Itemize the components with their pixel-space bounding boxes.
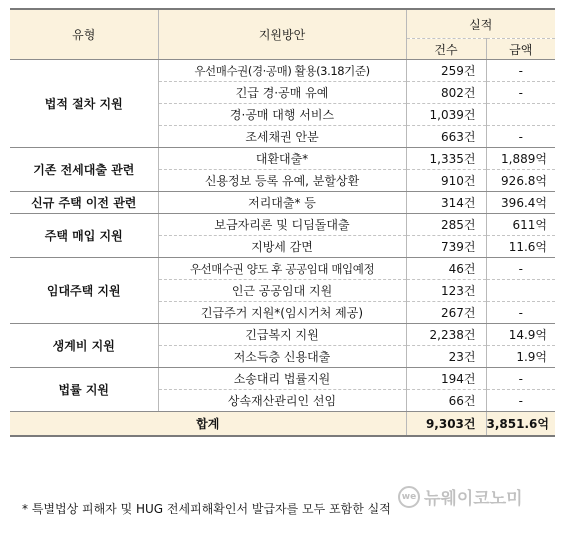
category-cell: 생계비 지원 bbox=[10, 324, 158, 368]
table-row bbox=[10, 368, 555, 390]
plan-cell: 긴급복지 지원 bbox=[158, 324, 406, 346]
amount-cell: - bbox=[486, 258, 555, 280]
amount-cell: - bbox=[486, 82, 555, 104]
plan-cell: 우선매수권(경·공매) 활용(3.18기준) bbox=[158, 60, 406, 82]
category-cell: 임대주택 지원 bbox=[10, 258, 158, 324]
plan-cell: 대환대출* bbox=[158, 148, 406, 170]
total-label: 합계 bbox=[10, 412, 406, 437]
plan-cell: 인근 공공임대 지원 bbox=[158, 280, 406, 302]
plan-cell: 저리대출* 등 bbox=[158, 192, 406, 214]
plan-cell: 저소득층 신용대출 bbox=[158, 346, 406, 368]
watermark-text: 뉴웨이코노미 bbox=[424, 489, 523, 509]
amount-cell: 611억 bbox=[486, 214, 555, 236]
table-row bbox=[10, 192, 555, 214]
amount-cell: - bbox=[486, 390, 555, 412]
count-cell: 2,238건 bbox=[406, 324, 486, 346]
header-plan: 지원방안 bbox=[158, 9, 406, 60]
count-cell: 910건 bbox=[406, 170, 486, 192]
amount-cell: - bbox=[486, 302, 555, 324]
amount-cell: - bbox=[486, 368, 555, 390]
count-cell: 259건 bbox=[406, 60, 486, 82]
plan-cell: 우선매수권 양도 후 공공임대 매입예정 bbox=[158, 258, 406, 280]
count-cell: 802건 bbox=[406, 82, 486, 104]
total-row bbox=[10, 412, 555, 437]
plan-cell: 지방세 감면 bbox=[158, 236, 406, 258]
plan-cell: 신용정보 등록 유예, 분할상환 bbox=[158, 170, 406, 192]
total-count: 9,303건 bbox=[406, 412, 486, 437]
header-results: 실적 bbox=[406, 9, 555, 39]
header-category: 유형 bbox=[10, 9, 158, 60]
support-results-table bbox=[10, 8, 555, 437]
plan-cell: 긴급 경·공매 유예 bbox=[158, 82, 406, 104]
table-row bbox=[10, 148, 555, 170]
table-row bbox=[10, 258, 555, 280]
count-cell: 194건 bbox=[406, 368, 486, 390]
amount-cell: - bbox=[486, 60, 555, 82]
watermark-logo bbox=[398, 484, 523, 509]
header-amount: 금액 bbox=[486, 39, 555, 60]
plan-cell: 상속재산관리인 선임 bbox=[158, 390, 406, 412]
table-row bbox=[10, 214, 555, 236]
count-cell: 739건 bbox=[406, 236, 486, 258]
footnote: * 특별법상 피해자 및 HUG 전세피해확인서 발급자를 모두 포함한 실적 bbox=[22, 502, 391, 516]
amount-cell: 1.9억 bbox=[486, 346, 555, 368]
amount-cell: 14.9억 bbox=[486, 324, 555, 346]
header-count: 건수 bbox=[406, 39, 486, 60]
count-cell: 314건 bbox=[406, 192, 486, 214]
amount-cell: - bbox=[486, 126, 555, 148]
category-cell: 주택 매입 지원 bbox=[10, 214, 158, 258]
plan-cell: 경·공매 대행 서비스 bbox=[158, 104, 406, 126]
category-cell: 기존 전세대출 관련 bbox=[10, 148, 158, 192]
amount-cell bbox=[486, 104, 555, 126]
count-cell: 1,335건 bbox=[406, 148, 486, 170]
total-amount: 3,851.6억 bbox=[486, 412, 555, 437]
amount-cell: 396.4억 bbox=[486, 192, 555, 214]
amount-cell bbox=[486, 280, 555, 302]
count-cell: 267건 bbox=[406, 302, 486, 324]
count-cell: 123건 bbox=[406, 280, 486, 302]
table-row bbox=[10, 324, 555, 346]
count-cell: 23건 bbox=[406, 346, 486, 368]
amount-cell: 1,889억 bbox=[486, 148, 555, 170]
plan-cell: 보금자리론 및 디딤돌대출 bbox=[158, 214, 406, 236]
plan-cell: 긴급주거 지원*(임시거처 제공) bbox=[158, 302, 406, 324]
count-cell: 285건 bbox=[406, 214, 486, 236]
amount-cell: 926.8억 bbox=[486, 170, 555, 192]
plan-cell: 소송대리 법률지원 bbox=[158, 368, 406, 390]
category-cell: 신규 주택 이전 관련 bbox=[10, 192, 158, 214]
count-cell: 663건 bbox=[406, 126, 486, 148]
count-cell: 1,039건 bbox=[406, 104, 486, 126]
table-row bbox=[10, 60, 555, 82]
count-cell: 66건 bbox=[406, 390, 486, 412]
category-cell: 법적 절차 지원 bbox=[10, 60, 158, 148]
header-row bbox=[10, 9, 555, 39]
count-cell: 46건 bbox=[406, 258, 486, 280]
category-cell: 법률 지원 bbox=[10, 368, 158, 412]
plan-cell: 조세채권 안분 bbox=[158, 126, 406, 148]
watermark-badge: we bbox=[398, 486, 420, 508]
amount-cell: 11.6억 bbox=[486, 236, 555, 258]
